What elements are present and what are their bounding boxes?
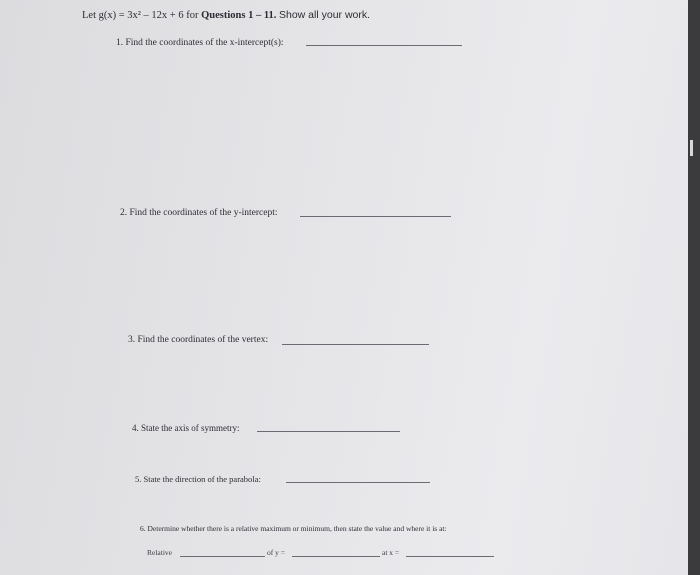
question-5-text: 5. State the direction of the parabola: [135,474,261,484]
function-definition: Let g(x) = 3x² – 12x + 6 for [82,10,199,21]
question-5-answer-line [286,482,430,483]
q6-y-answer-line [292,556,380,557]
q6-x-answer-line [406,556,494,557]
question-4-answer-line [257,431,400,432]
question-2-answer-line [300,216,451,217]
background-edge [690,140,693,156]
work-instruction: Show all your work. [279,9,371,21]
question-4-text: 4. State the axis of symmetry: [132,423,240,433]
question-3-answer-line [282,344,429,345]
q6-relative-answer-line [180,556,265,557]
questions-range: Questions 1 – 11. [201,10,277,21]
intro-line [82,9,370,21]
question-1-answer-line [306,45,462,46]
q6-at-x-label: at x = [382,548,400,557]
q6-relative-label: Relative [147,548,172,557]
question-6-text: 6. Determine whether there is a relative maximum or minimum, then state the value and where it is at: [140,524,447,533]
question-1-text: 1. Find the coordinates of the x-intercept(s): [116,38,284,48]
q6-of-y-label: of y = [267,548,285,557]
question-3-text: 3. Find the coordinates of the vertex: [128,335,269,345]
question-2-text: 2. Find the coordinates of the y-intercept: [120,208,278,218]
